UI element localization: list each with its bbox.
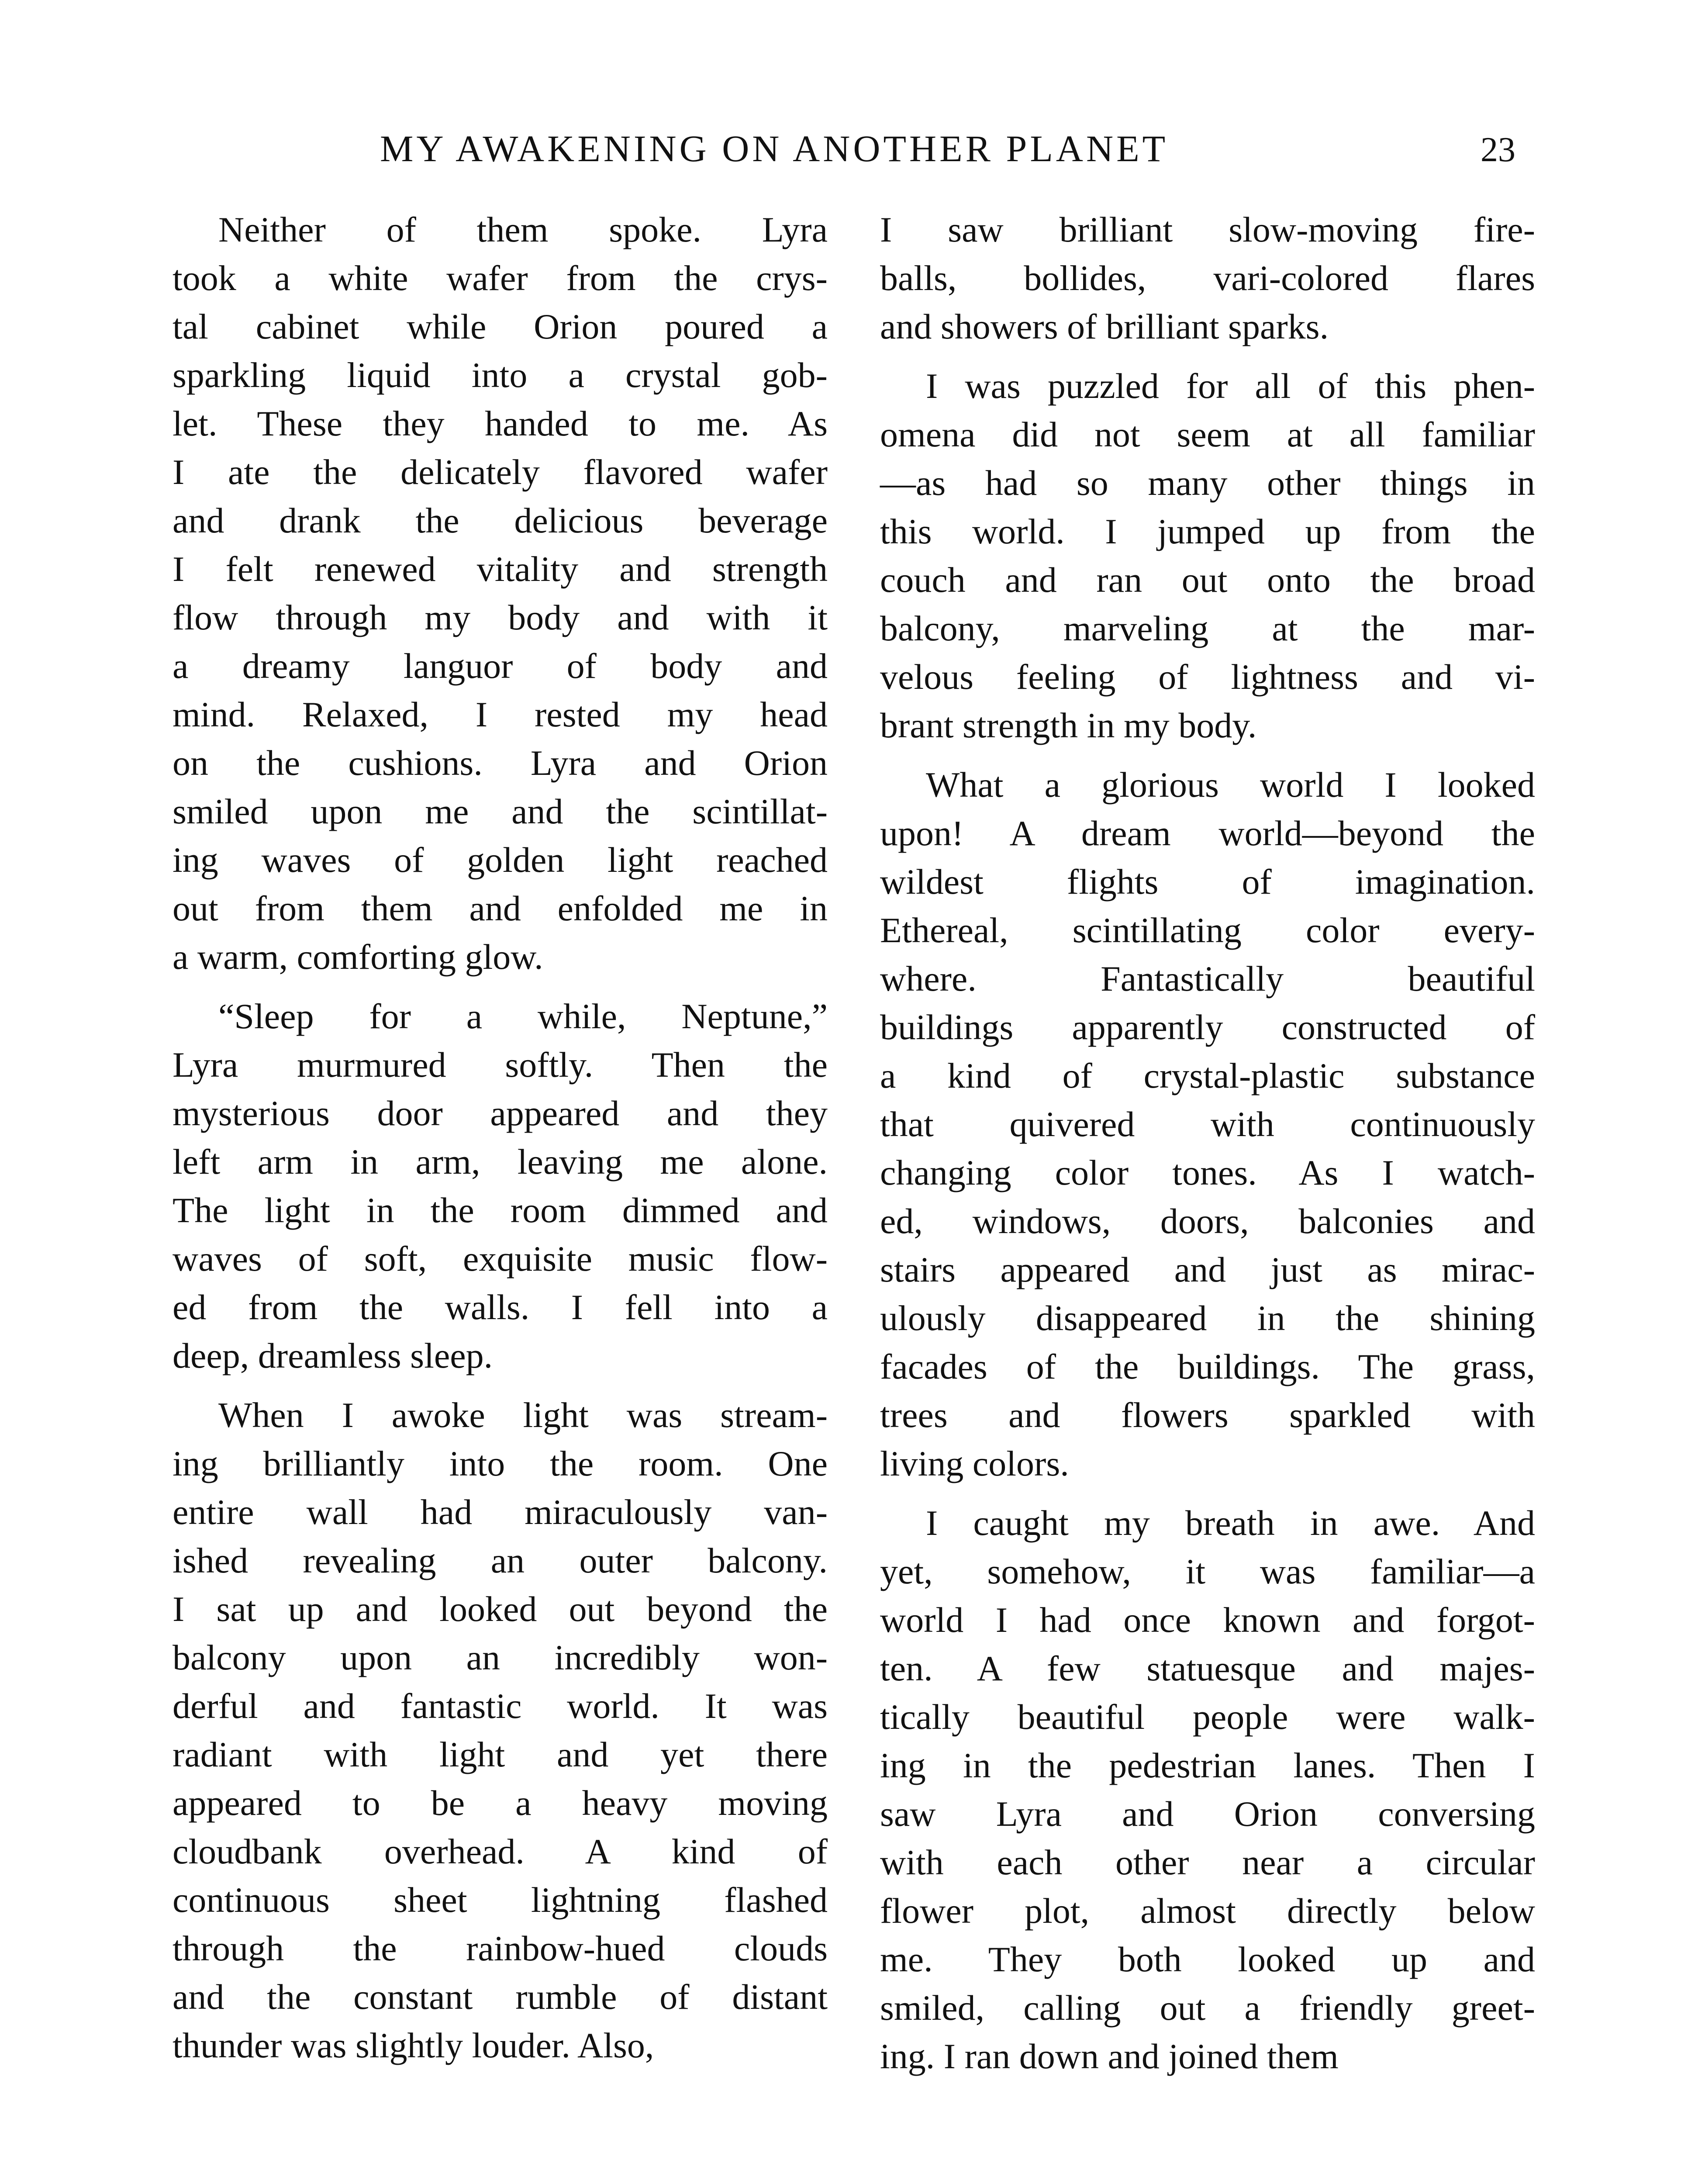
text-line: What a glorious world I looked [926, 765, 1535, 805]
paragraph [880, 1499, 1535, 2080]
text-line: entire wall had miraculously van- [173, 1492, 828, 1532]
text-line: let. These they handed to me. As [173, 404, 828, 443]
text-line: buildings apparently constructed of [880, 1007, 1535, 1047]
text-line: took a white wafer from the crys- [173, 258, 828, 298]
text-line: ed from the walls. I fell into a [173, 1287, 828, 1327]
text-line: sparkling liquid into a crystal gob- [173, 355, 828, 395]
text-line: flow through my body and with it [173, 598, 828, 637]
running-title: MY AWAKENING ON ANOTHER PLANET [380, 128, 1169, 169]
left-column [173, 205, 828, 2080]
text-line: When I awoke light was stream- [218, 1395, 828, 1435]
text-line: deep, dreamless sleep. [173, 1336, 493, 1375]
text-line: cloudbank overhead. A kind of [173, 1832, 828, 1871]
text-line: trees and flowers sparkled with [880, 1395, 1535, 1435]
text-line: ing waves of golden light reached [173, 840, 828, 880]
text-line: —as had so many other things in [880, 463, 1535, 503]
text-line: ulously disappeared in the shining [880, 1298, 1535, 1338]
text-line: Lyra murmured softly. Then the [173, 1045, 828, 1085]
text-line: Neither of them spoke. Lyra [218, 210, 828, 249]
text-line: tal cabinet while Orion poured a [173, 307, 828, 346]
text-line: I was puzzled for all of this phen- [926, 366, 1535, 406]
text-line: “Sleep for a while, Neptune,” [218, 996, 828, 1036]
text-line: yet, somehow, it was familiar—a [880, 1552, 1535, 1591]
text-line: thunder was slightly louder. Also, [173, 2025, 654, 2065]
text-line: a warm, comforting glow. [173, 937, 543, 977]
text-line: that quivered with continuously [880, 1104, 1535, 1144]
text-line: a kind of crystal-plastic substance [880, 1056, 1535, 1095]
text-line: flower plot, almost directly below [880, 1891, 1535, 1931]
text-line: and drank the delicious beverage [173, 501, 828, 540]
text-line: I saw brilliant slow-moving fire- [880, 210, 1535, 249]
text-line: brant strength in my body. [880, 705, 1257, 745]
text-line: I caught my breath in awe. And [926, 1503, 1535, 1543]
text-line: balcony upon an incredibly won- [173, 1638, 828, 1677]
paragraph [173, 205, 828, 981]
text-line: The light in the room dimmed and [173, 1190, 828, 1230]
text-line: where. Fantastically beautiful [880, 959, 1535, 999]
text-line: derful and fantastic world. It was [173, 1686, 828, 1726]
text-line: living colors. [880, 1444, 1069, 1483]
text-line: radiant with light and yet there [173, 1735, 828, 1774]
text-line: on the cushions. Lyra and Orion [173, 743, 828, 783]
text-line: me. They both looked up and [880, 1939, 1535, 1979]
paragraph [880, 205, 1535, 351]
text-line: ten. A few statuesque and majes- [880, 1648, 1535, 1688]
text-line: changing color tones. As I watch- [880, 1153, 1535, 1192]
text-line: waves of soft, exquisite music flow- [173, 1239, 828, 1279]
text-line: smiled, calling out a friendly greet- [880, 1988, 1535, 2028]
paragraph [173, 992, 828, 1380]
text-line: wildest flights of imagination. [880, 862, 1535, 902]
text-line: smiled upon me and the scintillat- [173, 791, 828, 831]
text-line: saw Lyra and Orion conversing [880, 1794, 1535, 1834]
text-line: omena did not seem at all familiar [880, 415, 1535, 454]
text-line: through the rainbow-hued clouds [173, 1928, 828, 1968]
text-line: stairs appeared and just as mirac- [880, 1250, 1535, 1289]
text-line: couch and ran out onto the broad [880, 560, 1535, 600]
paragraph [880, 760, 1535, 1488]
page-header [0, 127, 1705, 183]
text-line: ing in the pedestrian lanes. Then I [880, 1745, 1535, 1785]
page-number: 23 [1481, 131, 1515, 169]
text-line: world I had once known and forgot- [880, 1600, 1535, 1640]
text-line: facades of the buildings. The grass, [880, 1347, 1535, 1386]
text-line: left arm in arm, leaving me alone. [173, 1142, 828, 1182]
text-line: and the constant rumble of distant [173, 1977, 828, 2017]
text-line: appeared to be a heavy moving [173, 1783, 828, 1823]
text-line: mind. Relaxed, I rested my head [173, 695, 828, 734]
text-line: and showers of brilliant sparks. [880, 307, 1329, 346]
text-line: velous feeling of lightness and vi- [880, 657, 1535, 697]
text-line: balcony, marveling at the mar- [880, 608, 1535, 648]
text-line: balls, bollides, vari-colored flares [880, 258, 1535, 298]
text-line: this world. I jumped up from the [880, 511, 1535, 551]
text-line: ing brilliantly into the room. One [173, 1444, 828, 1483]
text-line: a dreamy languor of body and [173, 646, 828, 686]
text-line: tically beautiful people were walk- [880, 1697, 1535, 1737]
text-line: out from them and enfolded me in [173, 888, 828, 928]
text-line: ished revealing an outer balcony. [173, 1541, 828, 1580]
text-line: mysterious door appeared and they [173, 1093, 828, 1133]
text-line: I felt renewed vitality and strength [173, 549, 828, 589]
text-line: continuous sheet lightning flashed [173, 1880, 828, 1920]
text-line: ing. I ran down and joined them [880, 2036, 1339, 2076]
right-column [880, 205, 1535, 2091]
text-line: I sat up and looked out beyond the [173, 1589, 828, 1629]
paragraph [173, 1391, 828, 2070]
text-line: ed, windows, doors, balconies and [880, 1201, 1535, 1241]
text-line: I ate the delicately flavored wafer [173, 452, 828, 492]
text-line: upon! A dream world—beyond the [880, 813, 1535, 853]
text-line: with each other near a circular [880, 1842, 1535, 1882]
paragraph [880, 362, 1535, 750]
text-line: Ethereal, scintillating color every- [880, 910, 1535, 950]
